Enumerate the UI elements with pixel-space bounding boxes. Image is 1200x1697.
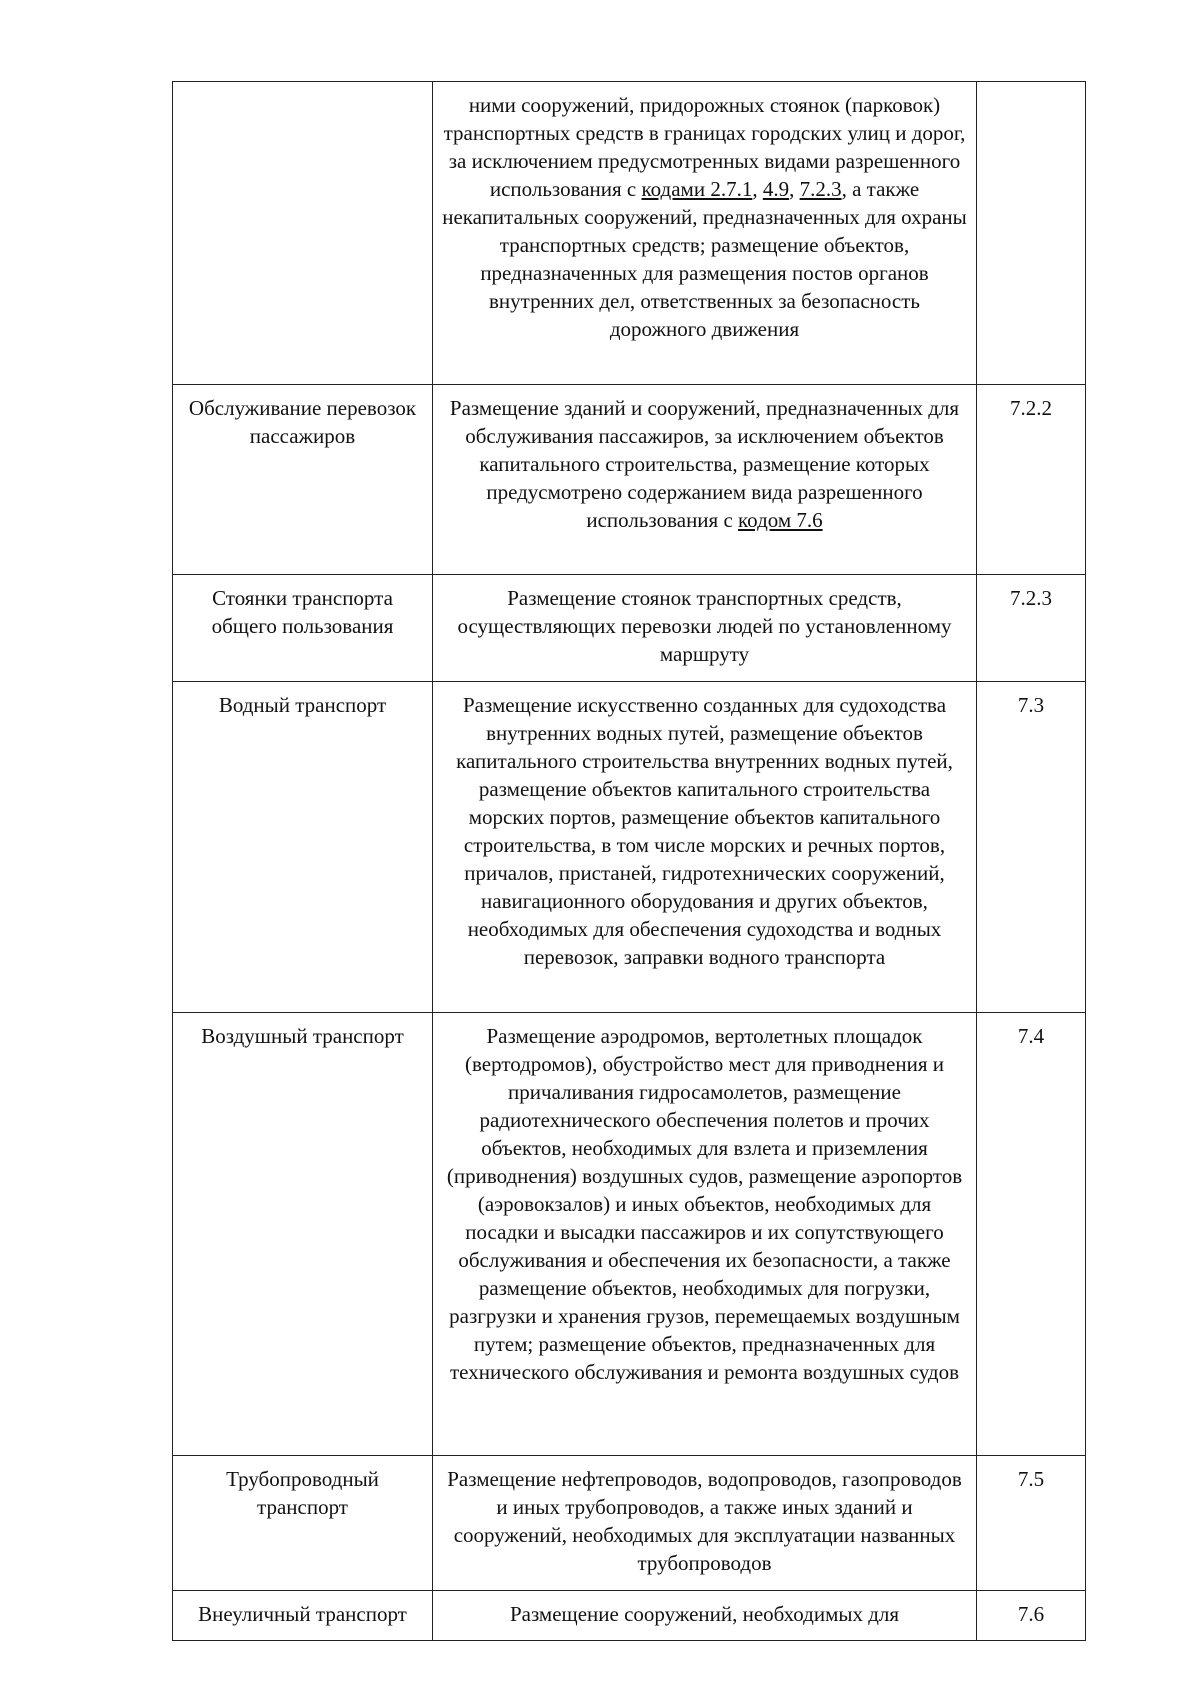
land-use-code-cell: 7.2.2 — [977, 385, 1086, 575]
table-row — [173, 385, 1086, 575]
table-row — [173, 82, 1086, 385]
description-text: , — [789, 177, 800, 201]
description-text: Размещение сооружений, необходимых для — [509, 1602, 900, 1626]
land-use-code-cell: 7.2.3 — [977, 575, 1086, 682]
table-row — [173, 1013, 1086, 1456]
land-use-description-cell — [433, 1013, 977, 1456]
land-use-name-cell: Водный транспорт — [173, 682, 433, 1013]
land-use-description-cell — [433, 682, 977, 1013]
land-use-name-cell: Воздушный транспорт — [173, 1013, 433, 1456]
description-text: Размещение искусственно созданных для судоходства внутренних водных путей, размещение объектов капитального строительства внутренних водных путей, размещение объектов капитального строительства морских портов, размещение объектов капитального строительства, в том числе морских и речных портов, причалов, пристаней, гидротехнических сооружений, навигационного оборудования и других объектов, необходимых для обеспечения судоходства и водных перевозок, заправки водного транспорта — [456, 693, 953, 969]
land-use-code-cell: 7.3 — [977, 682, 1086, 1013]
description-text: Размещение стоянок транспортных средств, осуществляющих перевозки людей по установленному маршруту — [457, 586, 952, 666]
code-reference-link[interactable]: 4.9 — [762, 177, 790, 201]
land-use-code-cell: 7.4 — [977, 1013, 1086, 1456]
land-use-description-cell — [433, 575, 977, 682]
table-body — [173, 82, 1086, 1641]
description-text: Размещение аэродромов, вертолетных площадок (вертодромов), обустройство мест для приводнения и причаливания гидросамолетов, размещение радиотехнического обеспечения полетов и прочих объектов, необходимых для взлета и приземления (приводнения) воздушных судов, размещение аэропортов (аэровокзалов) и иных объектов, необходимых для посадки и высадки пассажиров и их сопутствующего обслуживания и обеспечения их безопасности, а также размещение объектов, необходимых для погрузки, разгрузки и хранения грузов, перемещаемых воздушным путем; размещение объектов, предназначенных для технического обслуживания и ремонта воздушных судов — [446, 1024, 963, 1384]
land-use-name-cell: Стоянки транспорта общего пользования — [173, 575, 433, 682]
description-text: ними сооружений, придорожных стоянок (парковок) транспортных средств в границах городских улиц и дорог, за исключением предусмотренных видами разрешенного использования с — [443, 93, 966, 201]
land-use-name-cell — [173, 82, 433, 385]
code-reference-link[interactable]: 7.2.3 — [799, 177, 842, 201]
land-use-name-cell: Трубопроводный транспорт — [173, 1456, 433, 1591]
land-use-table — [172, 81, 1086, 1641]
land-use-name-cell: Обслуживание перевозок пассажиров — [173, 385, 433, 575]
code-reference-link[interactable]: кодами 2.7.1 — [641, 177, 753, 201]
land-use-description-cell — [433, 82, 977, 385]
land-use-description-cell — [433, 1591, 977, 1641]
land-use-description-cell — [433, 385, 977, 575]
table-row — [173, 575, 1086, 682]
description-text: Размещение нефтепроводов, водопроводов, газопроводов и иных трубопроводов, а также иных зданий и сооружений, необходимых для эксплуатации названных трубопроводов — [447, 1467, 962, 1575]
land-use-description-cell — [433, 1456, 977, 1591]
description-text: Размещение зданий и сооружений, предназначенных для обслуживания пассажиров, за исключением объектов капитального строительства, размещение которых предусмотрено содержанием вида разрешенного использования с — [449, 396, 960, 532]
table-row — [173, 1456, 1086, 1591]
land-use-code-cell — [977, 82, 1086, 385]
land-use-code-cell: 7.6 — [977, 1591, 1086, 1641]
description-text: , — [752, 177, 763, 201]
description-text: , а также некапитальных сооружений, предназначенных для охраны транспортных средств; размещение объектов, предназначенных для размещения постов органов внутренних дел, ответственных за безопасность дорожного движения — [442, 177, 967, 341]
code-reference-link[interactable]: кодом 7.6 — [738, 508, 823, 532]
land-use-name-cell: Внеуличный транспорт — [173, 1591, 433, 1641]
table-row — [173, 1591, 1086, 1641]
table-row — [173, 682, 1086, 1013]
land-use-code-cell: 7.5 — [977, 1456, 1086, 1591]
